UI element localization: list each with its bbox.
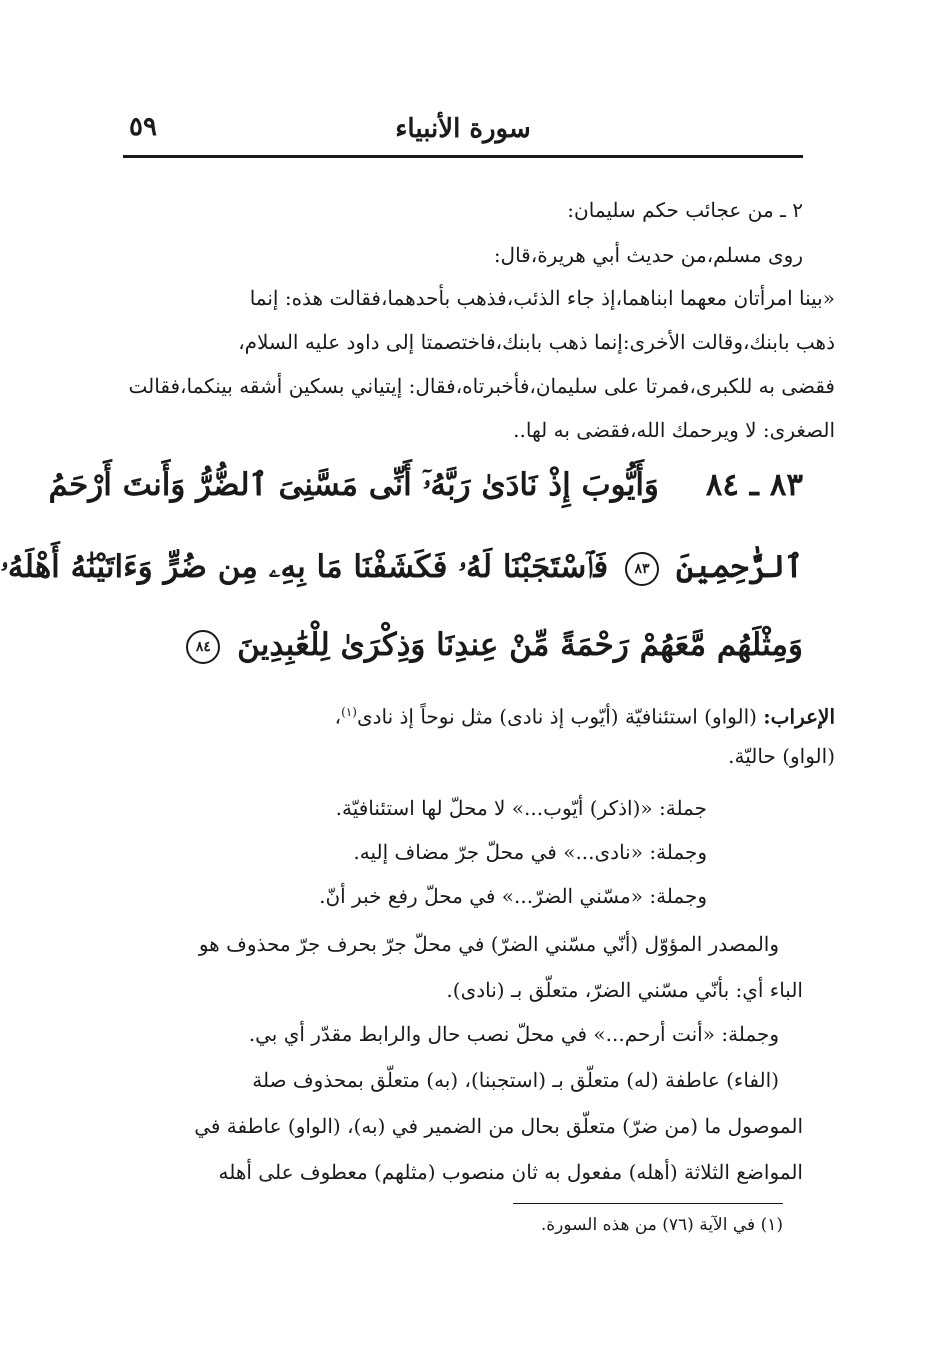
irab-line-9: (الفاء) عاطفة (له) متعلّق بـ (استجبنا)، (به) متعلّق بمحذوف صلة xyxy=(252,1068,779,1092)
irab-line-7: الباء أي: بأنّي مسّني الضرّ، متعلّق بـ (نادى). xyxy=(446,978,803,1002)
hadith-line-2: ذهب بابنك،وقالت الأخرى:إنما ذهب بابنك،فاختصمتا إلى داود عليه السلام، xyxy=(238,330,835,354)
irab-line-5: وجملة: «مسّني الضرّ...» في محلّ رفع خبر أنّ. xyxy=(319,884,707,908)
verse-line-2 xyxy=(0,537,803,597)
irab-label: الإعراب: xyxy=(763,704,835,729)
page-header xyxy=(123,108,803,154)
section-intro: روى مسلم،من حديث أبي هريرة،قال: xyxy=(493,243,803,267)
verse-number: ٨٣ ـ ٨٤ xyxy=(705,467,803,503)
verse-text-2b: فَٱسْتَجَبْنَا لَهُۥ فَكَشَفْنَا مَا بِهِۦ مِن ضُرٍّ وَءَاتَيْنَٰهُ أَهْلَهُۥ xyxy=(0,549,609,585)
footnote: (١) في الآية (٧٦) من هذه السورة. xyxy=(540,1215,783,1235)
hadith-line-3: فقضى به للكبرى،فمرتا على سليمان،فأخبرتاه،فقال: إيتياني بسكين أشقه بينكما،فقالت xyxy=(128,374,835,398)
ayah-marker-84: ٨٤ xyxy=(186,630,220,664)
hadith-line-1: «بينا امرأتان معهما ابناهما،إذ جاء الذئب،فذهب بأحدهما،فقالت هذه: إنما xyxy=(249,286,835,310)
header-rule xyxy=(123,155,803,158)
page-number: ٥٩ xyxy=(129,112,157,142)
irab-line-3: جملة: «(اذكر) أيّوب...» لا محلّ لها استئنافيّة. xyxy=(335,796,707,820)
hadith-line-4: الصغرى: لا ويرحمك الله،فقضى به لها.. xyxy=(513,418,835,442)
irab-section xyxy=(113,690,835,1200)
quran-verse-block xyxy=(0,455,803,685)
running-title: سورة الأنبياء xyxy=(395,114,531,144)
verse-line-3 xyxy=(123,615,803,675)
irab-line-4: وجملة: «نادى...» في محلّ جرّ مضاف إليه. xyxy=(353,840,707,864)
irab-line-11: المواضع الثلاثة (أهله) مفعول به ثان منصوب (مثلهم) معطوف على أهله xyxy=(218,1160,803,1184)
footnote-rule xyxy=(513,1203,783,1204)
irab-line-6: والمصدر المؤوّل (أنّي مسّني الضرّ) في محلّ جرّ بحرف جرّ محذوف هو xyxy=(198,932,779,956)
footnote-ref: (١) xyxy=(341,705,357,719)
irab-line-2: (الواو) حاليّة. xyxy=(728,744,835,768)
verse-text-1: وَأَيُّوبَ إِذْ نَادَىٰ رَبَّهُۥٓ أَنِّى مَسَّنِىَ ٱلضُّرُّ وَأَنتَ أَرْحَمُ xyxy=(48,467,659,503)
irab-line-10: الموصول ما (من ضرّ) متعلّق بحال من الضمير في (به)، (الواو) عاطفة في xyxy=(194,1114,803,1138)
irab-line-1 xyxy=(107,690,835,740)
ayah-marker-83: ٨٣ xyxy=(625,552,659,586)
irab-text-1: (الواو) استئنافيّة (أيّوب إذ نادى) مثل نوحاً إذ نادى xyxy=(356,704,757,729)
section-heading: ٢ ـ من عجائب حكم سليمان: xyxy=(567,198,803,222)
verse-text-3: وَمِثْلَهُم مَّعَهُمْ رَحْمَةً مِّنْ عِندِنَا وَذِكْرَىٰ لِلْعَٰبِدِينَ xyxy=(237,627,803,663)
irab-line-8: وجملة: «أنت أرحم...» في محلّ نصب حال والرابط مقدّر أي بي. xyxy=(248,1022,779,1046)
irab-text-1-end: ، xyxy=(334,704,342,729)
verse-text-2a: ٱلرَّٰحِمِينَ xyxy=(675,549,803,585)
section-2 xyxy=(113,188,835,448)
verse-line-1 xyxy=(48,455,803,515)
